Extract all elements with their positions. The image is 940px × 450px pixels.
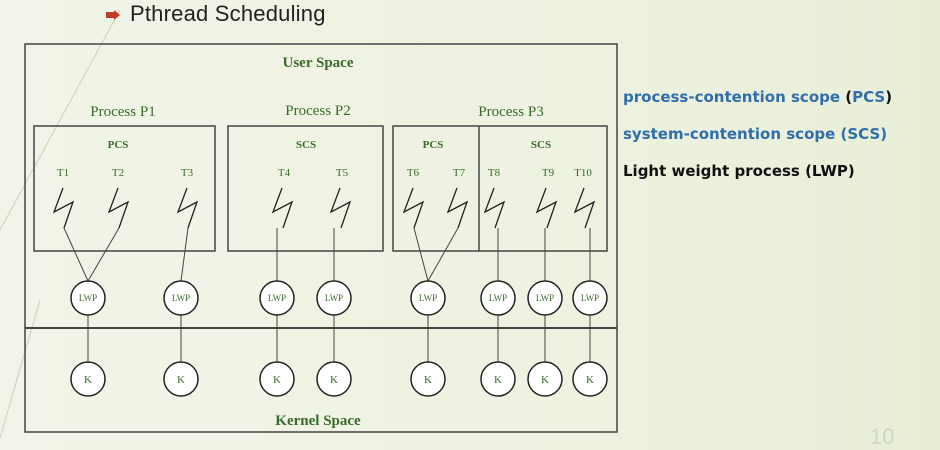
page-number: 10 [870,424,895,449]
scope-label: PCS [107,139,129,151]
kernel-thread-label: K [330,374,338,386]
legend-scs-term: system-contention scope (SCS) [623,125,888,143]
lwp-label: LWP [324,293,344,303]
thread-squiggle-icon [575,188,594,228]
thread-squiggle-icon [109,188,128,228]
lwp-label: LWP [78,293,98,303]
thread-label: T8 [487,167,501,179]
user-space-label: User Space [282,55,354,71]
process-name: Process P2 [285,103,351,119]
legend-lwp: Light weight process (LWP) [623,162,855,180]
kernel-thread-label: K [541,374,549,386]
thread-squiggle-icon [404,188,423,228]
thread-lwp-link [181,228,188,281]
scope-label: PCS [422,139,444,151]
thread-label: T10 [574,167,592,179]
process-name: Process P1 [90,104,156,120]
slide-title: Pthread Scheduling [130,1,326,26]
thread-label: T2 [111,167,125,179]
legend-pcs-open: ( [840,88,853,106]
scope-label: SCS [295,139,317,151]
thread-label: T6 [406,167,420,179]
thread-squiggle-icon [54,188,73,228]
kernel-space-label: Kernel Space [275,413,361,429]
thread-label: T7 [452,167,466,179]
thread-label: T4 [277,167,291,179]
kernel-thread-label: K [424,374,432,386]
thread-label: T3 [180,167,194,179]
thread-label: T1 [56,167,70,179]
kernel-thread-label: K [494,374,502,386]
process-name: Process P3 [478,104,544,120]
thread-lwp-link [414,228,428,281]
lwp-label: LWP [418,293,438,303]
kernel-thread-label: K [177,374,185,386]
thread-squiggle-icon [448,188,467,228]
thread-squiggle-icon [273,188,292,228]
kernel-thread-label: K [586,374,594,386]
lwp-label: LWP [171,293,191,303]
thread-squiggle-icon [178,188,197,228]
lwp-label: LWP [535,293,555,303]
thread-squiggle-icon [485,188,504,228]
legend-pcs-term: process-contention scope [623,88,841,106]
thread-label: T9 [541,167,555,179]
lwp-label: LWP [488,293,508,303]
lwp-label: LWP [580,293,600,303]
thread-lwp-link [88,228,119,281]
thread-label: T5 [335,167,349,179]
kernel-thread-label: K [273,374,281,386]
thread-squiggle-icon [537,188,556,228]
scope-label: SCS [530,139,552,151]
thread-squiggle-icon [331,188,350,228]
thread-lwp-link [428,228,458,281]
thread-lwp-link [64,228,88,281]
legend-pcs-close: ) [885,88,893,106]
lwp-label: LWP [267,293,287,303]
legend-pcs-abbr: PCS [852,88,886,106]
kernel-thread-label: K [84,374,92,386]
